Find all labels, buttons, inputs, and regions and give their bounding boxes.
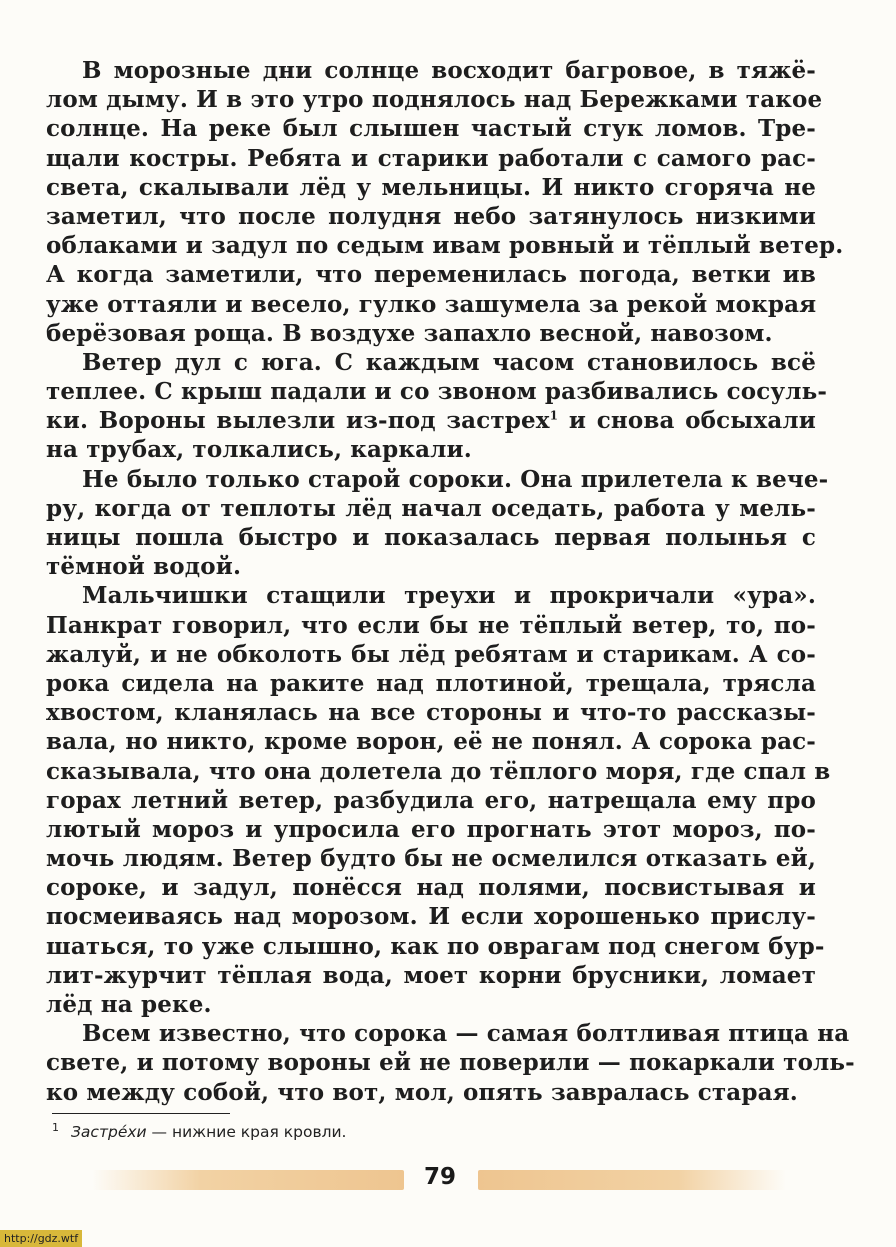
text-line: ко между собой, что вот, мол, опять завралась старая. bbox=[46, 1078, 798, 1106]
text-line: тёмной водой. bbox=[46, 553, 242, 581]
text-line: В морозные дни солнце восходит багровое, в тяжё- bbox=[82, 57, 816, 84]
text-line: теплее. С крыш падали и со звоном разбивались сосуль- bbox=[46, 378, 828, 406]
text-fragment: ки. Вороны вылезли из-под застрех bbox=[46, 407, 550, 435]
footnote-definition: — нижние края кровли. bbox=[146, 1123, 347, 1142]
text-line: света, скалывали лёд у мельницы. И никто сгоряча не bbox=[46, 173, 816, 201]
text-line-with-footnote bbox=[46, 406, 816, 435]
footnote-term: Застре́хи bbox=[71, 1123, 147, 1142]
footnote-number: 1 bbox=[52, 1121, 59, 1134]
text-line: Панкрат говорил, что если бы не тёплый ветер, то, по- bbox=[46, 611, 816, 639]
footnote-divider bbox=[52, 1113, 230, 1114]
text-line: заметил, что после полудня небо затянулось низкими bbox=[46, 202, 816, 230]
text-line: жалуй, и не обколоть бы лёд ребятам и старикам. А со- bbox=[46, 640, 816, 668]
text-line: лютый мороз и упросила его прогнать этот мороз, по- bbox=[46, 815, 816, 843]
text-line: ру, когда от теплоты лёд начал оседать, работа у мель- bbox=[46, 494, 816, 522]
text-line: горах летний ветер, разбудила его, натрещала ему про bbox=[46, 786, 816, 814]
text-line: вала, но никто, кроме ворон, её не понял. А сорока рас- bbox=[46, 728, 816, 756]
text-line: на трубах, толкались, каркали. bbox=[46, 436, 472, 464]
text-line: лит-журчит тёплая вода, моет корни брусники, ломает bbox=[46, 961, 816, 989]
text-line: мочь людям. Ветер будто бы не осмелился отказать ей, bbox=[46, 845, 816, 873]
text-line: лом дыму. И в это утро поднялось над Бережками такое bbox=[46, 86, 823, 114]
text-line: щали костры. Ребята и старики работали с самого рас- bbox=[46, 144, 816, 172]
text-line: сказывала, что она долетела до тёплого моря, где спал в bbox=[46, 757, 831, 785]
text-line: шаться, то уже слышно, как по оврагам под снегом бур- bbox=[46, 932, 825, 960]
text-line: лёд на реке. bbox=[46, 991, 212, 1018]
main-text bbox=[46, 56, 855, 1107]
text-line: А когда заметили, что переменилась погода, ветки ив bbox=[46, 261, 816, 289]
text-line: берёзовая роща. В воздухе запахло весной, навозом. bbox=[46, 319, 773, 347]
text-line: Всем известно, что сорока — самая болтливая птица на bbox=[82, 1020, 850, 1048]
text-line: свете, и потому вороны ей не поверили — покаркали толь- bbox=[46, 1049, 855, 1077]
text-line: облаками и задул по седым ивам ровный и тёплый ветер. bbox=[46, 232, 844, 260]
page-number-bar-left bbox=[92, 1170, 404, 1190]
text-fragment: и снова обсыхали bbox=[568, 407, 816, 435]
text-line: Не было только старой сороки. Она прилетела к вече- bbox=[82, 465, 829, 493]
text-line: солнце. На реке был слышен частый стук ломов. Тре- bbox=[46, 115, 816, 143]
watermark-link[interactable]: http://gdz.wtf bbox=[0, 1230, 82, 1247]
text-line: сороке, и задул, понёсся над полями, посвистывая и bbox=[46, 874, 816, 902]
page-number-bar-right bbox=[478, 1170, 786, 1190]
text-line: Мальчишки стащили треухи и прокричали «ура». bbox=[82, 582, 816, 610]
text-line: посмеиваясь над морозом. И если хорошенько прислу- bbox=[46, 903, 816, 931]
page-number: 79 bbox=[423, 1164, 456, 1190]
footnote-reference: 1 bbox=[549, 408, 559, 423]
text-line: хвостом, кланялась на все стороны и что-то рассказы- bbox=[46, 699, 816, 727]
text-line: Ветер дул с юга. С каждым часом становилось всё bbox=[82, 348, 816, 376]
footnote bbox=[52, 1121, 346, 1141]
text-line: уже оттаяли и весело, гулко зашумела за рекой мокрая bbox=[46, 290, 817, 318]
text-line: ницы пошла быстро и показалась первая полынья с bbox=[46, 524, 816, 551]
text-line: рока сидела на раките над плотиной, трещала, трясла bbox=[46, 669, 816, 697]
